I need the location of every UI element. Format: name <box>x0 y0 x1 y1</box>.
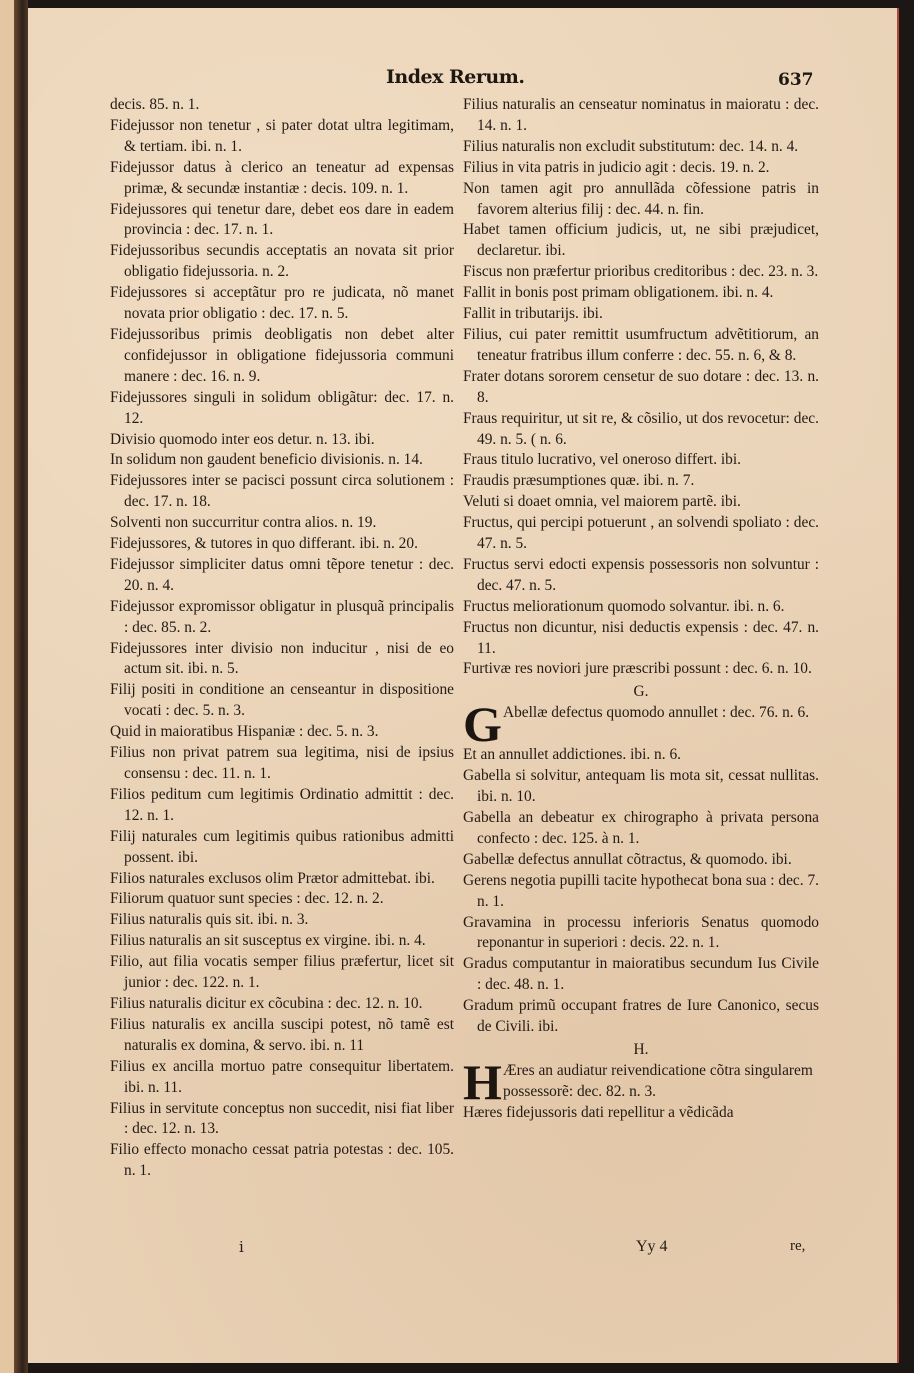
index-entry <box>463 696 819 753</box>
index-entry: Fidejussores si acceptãtur pro re judicata, nõ manet novata prior obligatio : dec. 17. n. 5. <box>110 284 454 323</box>
index-entry: Fructus meliorationum quomodo solvantur. ibi. n. 6. <box>463 597 785 615</box>
index-entry: Filio, aut filia vocatis semper filius præfertur, licet sit junior : dec. 122. n. 1. <box>110 953 454 992</box>
index-entry: decis. 85. n. 1. <box>110 96 200 113</box>
index-entry: Fructus, qui percipi potuerunt , an solvendi spoliato : dec. 47. n. 5. <box>463 514 819 553</box>
adjacent-page-edge <box>0 0 14 1373</box>
index-entry: Fraus requiritur, ut sit re, & cõsilio, ut dos revocetur: dec. 49. n. 5. ( n. 6. <box>463 409 819 448</box>
index-entry: Gerens negotia pupilli tacite hypothecat bona sua : dec. 7. n. 1. <box>463 871 820 910</box>
index-entry: Fidejussores inter se pacisci possunt circa solutionem : dec. 17. n. 18. <box>110 472 454 511</box>
index-entry: Habet tamen officium judicis, ut, ne sibi præjudicet, declaretur. ibi. <box>463 221 819 260</box>
index-entry: Fidejussoribus secundis acceptatis an novata sit prior obligatio fidejussoria. n. 2. <box>110 242 454 281</box>
index-entry: Furtivæ res noviori jure præscribi possunt : dec. 6. n. 10. <box>463 660 812 678</box>
index-entry: Fidejussor simpliciter datus omni tẽpore tenetur : dec. 20. n. 4. <box>110 555 454 594</box>
index-entry: Filius naturalis quis sit. ibi. n. 3. <box>110 911 309 929</box>
index-entry: Filios peditum cum legitimis Ordinatio admittit : dec. 12. n. 1. <box>110 785 454 824</box>
index-entry: Fidejussores qui tenetur dare, debet eos dare in eadem provincia : dec. 17. n. 1. <box>110 200 454 239</box>
signature-mark: Yy 4 <box>636 1238 668 1255</box>
index-entry: Fidejussor non tenetur , si pater dotat ultra legitimam, & tertiam. ibi. n. 1. <box>110 116 454 155</box>
f-entries <box>463 95 819 680</box>
index-entry: Gradus computantur in maioratibus secundum Ius Civile : dec. 48. n. 1. <box>463 955 819 994</box>
index-entry: Quid in maioratibus Hispaniæ : dec. 5. n. 3. <box>110 723 379 741</box>
index-entry: Hæres fidejussoris dati repellitur a vẽdicãda <box>463 1103 734 1121</box>
g-entries <box>463 745 819 1038</box>
index-entry: Filio effecto monacho cessat patria potestas : dec. 105. n. 1. <box>110 1141 454 1180</box>
page-number: 637 <box>778 70 814 90</box>
running-head: Index Rerum. <box>386 66 525 88</box>
catchword: re, <box>790 1238 806 1254</box>
index-entry: Fructus servi edocti expensis possessoris non solvuntur : dec. 47. n. 5. <box>463 555 819 594</box>
left-column <box>110 95 454 1182</box>
index-entry: Filius in vita patris in judicio agit : decis. 19. n. 2. <box>463 158 770 176</box>
right-column <box>463 95 819 1124</box>
index-entry: Fructus non dicuntur, nisi deductis expensis : dec. 47. n. 11. <box>463 618 819 657</box>
index-entry: Fidejussor expromissor obligatur in plusquã principalis : dec. 85. n. 2. <box>110 597 454 636</box>
index-entry: Filius ex ancilla mortuo patre consequitur libertatem. ibi. n. 11. <box>110 1057 454 1096</box>
printer-mark: i <box>239 1238 244 1256</box>
section-letter-g: G. <box>633 683 649 701</box>
index-entry: Fidejussoribus primis deobligatis non debet alter confidejussor in obligatione fidejussoria communi manere : dec. 16. n. 9. <box>110 325 454 385</box>
index-entry: In solidum non gaudent beneficio divisionis. n. 14. <box>110 451 423 469</box>
index-entry: Fidejussor datus à clerico an teneatur ad expensas primæ, & secundæ instantiæ : decis. 109. n. 1. <box>110 158 454 197</box>
index-entry: Filij naturales cum legitimis quibus rationibus admitti possent. ibi. <box>110 827 454 866</box>
index-entry: Filius naturalis non excludit substitutum: dec. 14. n. 4. <box>463 137 799 155</box>
section-letter-h: H. <box>633 1040 649 1058</box>
index-entry: Filius naturalis dicitur ex cõcubina : dec. 12. n. 10. <box>110 994 423 1012</box>
index-entry: Filius, cui pater remittit usumfructum advẽtitiorum, an teneatur fratribus illum conferre : dec. 55. n. 6, & 8. <box>463 325 819 364</box>
index-entry: Non tamen agit pro annullãda cõfessione patris in favorem alterius filij : dec. 44. n. fin. <box>463 179 819 218</box>
index-entry: Divisio quomodo inter eos detur. n. 13. ibi. <box>110 430 375 448</box>
index-entry: Gravamina in processu inferioris Senatus quomodo reponantur in superiori : decis. 22. n. 1. <box>463 913 819 952</box>
index-entry: Filiorum quatuor sunt species : dec. 12. n. 2. <box>110 890 384 908</box>
h-entries <box>463 1103 819 1124</box>
index-entry: Solventi non succurritur contra alios. n. 19. <box>110 514 377 532</box>
index-entry <box>463 1053 819 1110</box>
index-entry: Veluti si doaet omnia, vel maiorem partẽ. ibi. <box>463 493 741 511</box>
index-entry: Filios naturales exclusos olim Prætor admittebat. ibi. <box>110 869 435 887</box>
index-entry: Filij positi in conditione an censeantur in dispositione vocati : dec. 5. n. 3. <box>110 681 454 720</box>
index-entry: Fidejussores inter divisio non inducitur , nisi de eo actum sit. ibi. n. 5. <box>110 639 454 678</box>
index-entry: Et an annullet addictiones. ibi. n. 6. <box>463 746 681 764</box>
index-entry: Fiscus non præfertur prioribus creditoribus : dec. 23. n. 3. <box>463 263 819 281</box>
entry-text: Abellæ defectus quomodo annullet : dec. 76. n. 6. <box>503 704 810 722</box>
index-entry: Gabellæ defectus annullat cõtractus, & quomodo. ibi. <box>463 850 792 868</box>
drop-cap-h: H <box>463 1053 502 1110</box>
index-entry: Gabella an debeatur ex chirographo à privata persona confecto : dec. 125. à n. 1. <box>463 809 819 847</box>
index-entry: Fraus titulo lucrativo, vel oneroso differt. ibi. <box>463 451 741 469</box>
index-entry: Filius naturalis ex ancilla suscipi potest, nõ tamẽ est naturalis ex domina, & servo. ibi. n. 11 <box>110 1015 454 1054</box>
index-entry: Fallit in bonis post primam obligationem. ibi. n. 4. <box>463 284 774 302</box>
index-entry: Filius naturalis an sit susceptus ex virgine. ibi. n. 4. <box>110 932 426 950</box>
index-entry: Filius in servitute conceptus non succedit, nisi fiat liber : dec. 12. n. 13. <box>110 1099 454 1138</box>
index-entry: Filius non privat patrem sua legitima, nisi de ipsius consensu : dec. 11. n. 1. <box>110 744 454 782</box>
book-gutter <box>14 0 28 1373</box>
index-entry: Gabella si solvitur, antequam lis mota sit, cessat nullitas. ibi. n. 10. <box>463 767 819 806</box>
index-entry: Gradum primũ occupant fratres de Iure Canonico, secus de Civili. ibi. <box>463 997 819 1036</box>
index-entry: Frater dotans sororem censetur de suo dotare : dec. 13. n. 8. <box>463 367 819 406</box>
index-entry: Filius naturalis an censeatur nominatus in maioratu : dec. 14. n. 1. <box>463 96 819 134</box>
drop-cap-g: G <box>463 696 502 753</box>
entry-text: Æres an audiatur reivendicatione cõtra singularem possessorẽ: dec. 82. n. 3. <box>503 1061 813 1100</box>
index-entry: Fidejussores, & tutores in quo differant. ibi. n. 20. <box>110 535 418 553</box>
index-entry: Fraudis præsumptiones quæ. ibi. n. 7. <box>463 472 695 490</box>
index-entry: Fidejussores singuli in solidum obligãtur: dec. 17. n. 12. <box>110 388 454 427</box>
index-entry: Fallit in tributarijs. ibi. <box>463 305 603 323</box>
